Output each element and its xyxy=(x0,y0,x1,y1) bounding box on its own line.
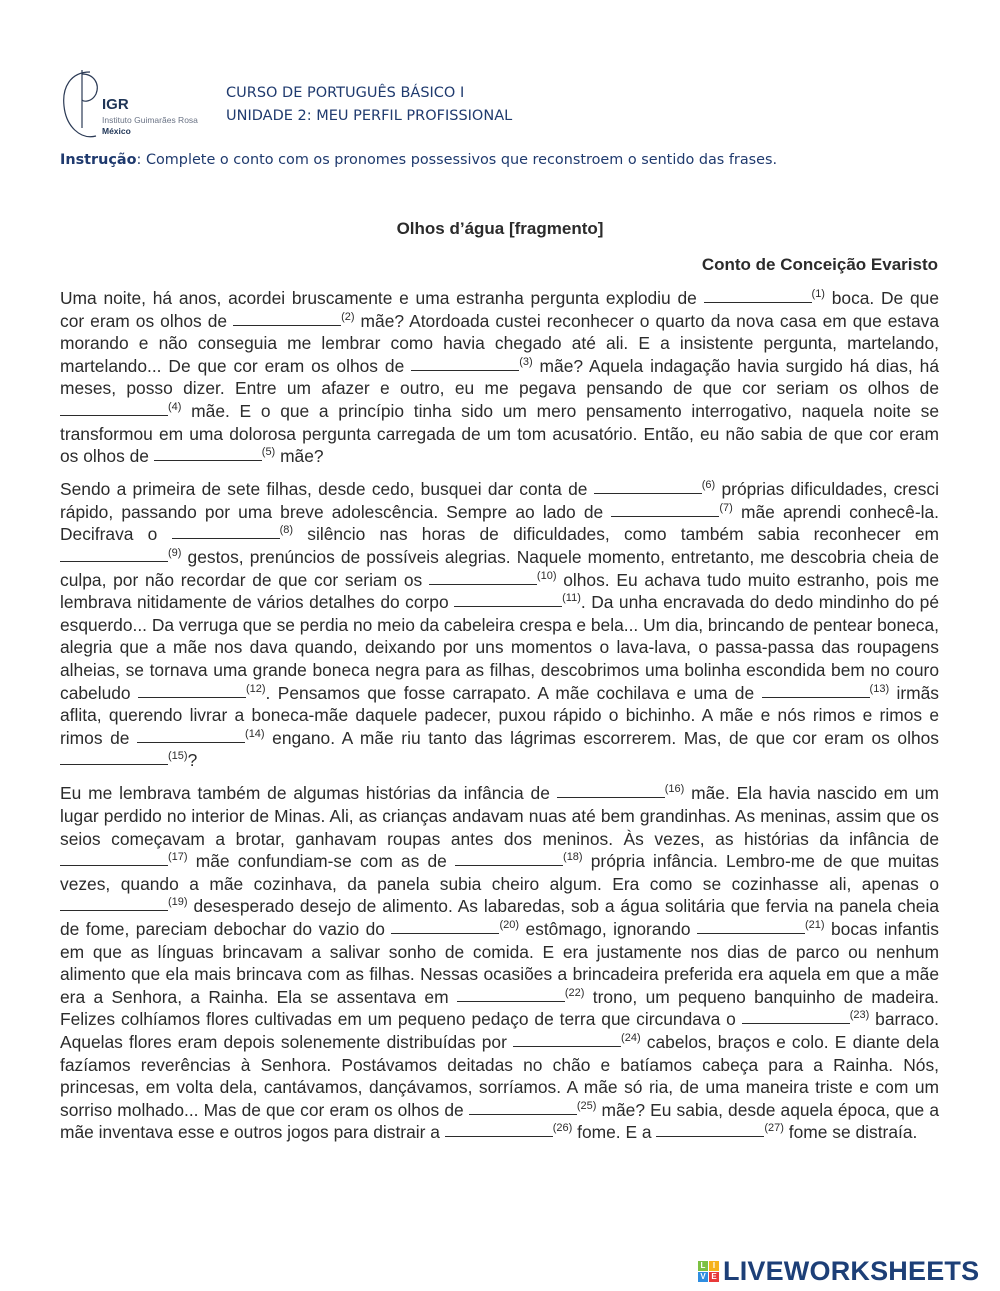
story-author: Conto de Conceição Evaristo xyxy=(701,255,938,274)
blank-number: (13) xyxy=(869,682,890,695)
course-title: CURSO DE PORTUGUÊS BÁSICO I xyxy=(226,85,465,101)
instruction-label: Instrução xyxy=(60,152,137,168)
story-text-segment: fome. E a xyxy=(572,1122,657,1143)
story-text-segment: ? xyxy=(187,750,198,771)
answer-blank[interactable] xyxy=(154,445,262,461)
blank-number: (21) xyxy=(804,919,825,932)
answer-blank[interactable] xyxy=(137,727,245,743)
story-text-segment: irmãs aflita, querendo livrar a boneca-mãe daquele padecer, puxou rápido o bichinho. A mãe e nós rimos e rimos e rimos de xyxy=(60,682,940,748)
unit-title: UNIDADE 2: MEU PERFIL PROFISSIONAL xyxy=(226,108,513,124)
story-text-segment: gestos, prenúncios de possíveis alegrias. Naquele momento, entretanto, me descobria cheia de culpa, por não recordar de que cor seriam os xyxy=(60,547,939,590)
instruction xyxy=(60,152,777,168)
logo-country: México xyxy=(102,126,131,136)
story-text-segment: mãe. Ela havia nascido em um lugar perdido no interior de Minas. Ali, as crianças andavam nuas até bem grandinhas. As meninas, assim que os seios começavam a brotar, ganhavam roupas antes dos meninos. Às vezes, as histórias da infância de xyxy=(60,783,939,849)
answer-blank[interactable] xyxy=(60,850,168,866)
answer-blank[interactable] xyxy=(60,400,168,416)
story-text-segment: próprias dificuldades, cresci rápido, passando por uma breve adolescência. Sempre ao lado de xyxy=(60,479,939,522)
blank-number: (12) xyxy=(245,682,266,695)
blank-number: (1) xyxy=(811,288,825,300)
answer-blank[interactable] xyxy=(469,1099,577,1115)
answer-blank[interactable] xyxy=(455,850,563,866)
live-cube: E xyxy=(709,1272,719,1282)
blank-number: (15) xyxy=(168,750,188,763)
blank-number: (4) xyxy=(168,400,182,413)
blank-number: (20) xyxy=(499,919,520,932)
logo-institute: Instituto Guimarães Rosa xyxy=(102,115,198,125)
blank-number: (27) xyxy=(764,1122,784,1135)
blank-number: (24) xyxy=(621,1032,641,1044)
answer-blank[interactable] xyxy=(391,918,499,934)
blank-number: (6) xyxy=(701,479,716,492)
story-text-segment: silêncio nas horas de dificuldades, como também sabia reconhecer em xyxy=(293,524,939,545)
story-paragraph xyxy=(60,782,939,1144)
instruction-text: : Complete o conto com os pronomes possessivos que reconstroem o sentido das frases. xyxy=(136,152,778,168)
blank-number: (26) xyxy=(552,1122,573,1135)
live-cube: V xyxy=(698,1272,708,1282)
story-text-segment: mãe? Eu sabia, desde aquela época, que a mãe inventava esse e outros jogos para distrair a xyxy=(60,1099,940,1143)
answer-blank[interactable] xyxy=(457,986,565,1002)
blank-number: (14) xyxy=(245,727,265,740)
story-text-segment: Uma noite, há anos, acordei bruscamente e uma estranha pergunta explodiu de xyxy=(60,288,704,308)
igr-logo xyxy=(60,66,200,146)
answer-blank[interactable] xyxy=(454,591,562,607)
blank-number: (16) xyxy=(664,783,685,796)
answer-blank[interactable] xyxy=(656,1121,764,1137)
story-paragraph xyxy=(60,478,939,772)
blank-number: (11) xyxy=(562,592,581,605)
brand-name: LIVEWORKSHEETS xyxy=(723,1256,980,1286)
answer-blank[interactable] xyxy=(411,355,519,371)
blank-number: (3) xyxy=(519,355,533,368)
answer-blank[interactable] xyxy=(594,478,702,494)
story-text-segment: mãe? xyxy=(275,446,324,467)
answer-blank[interactable] xyxy=(445,1121,553,1137)
story-text-segment: fome se distraía. xyxy=(783,1122,918,1143)
story-text xyxy=(60,287,939,1154)
blank-number: (18) xyxy=(563,851,583,864)
igr-logo-mark-icon xyxy=(60,66,100,146)
answer-blank[interactable] xyxy=(697,918,805,934)
answer-blank[interactable] xyxy=(704,287,812,303)
live-cube: L xyxy=(698,1261,708,1271)
blank-number: (8) xyxy=(279,524,294,537)
blank-number: (9) xyxy=(168,547,182,560)
blank-number: (23) xyxy=(849,1009,870,1022)
answer-blank[interactable] xyxy=(742,1008,850,1024)
answer-blank[interactable] xyxy=(429,569,537,585)
answer-blank[interactable] xyxy=(611,501,719,517)
story-text-segment: olhos. Eu achava tudo muito estranho, pois me lembrava nitidamente de vários detalhes do corpo xyxy=(60,569,939,613)
story-text-segment: barraco. Aquelas flores eram depois solenemente distribuídas por xyxy=(60,1009,939,1052)
story-text-segment: mãe? Aquela indagação havia surgido há dias, há meses, posso dizer. Entre um afazer e outro, eu me pegava pensando de que cor seriam os olhos de xyxy=(60,355,939,399)
story-text-segment: estômago, ignorando xyxy=(519,919,697,940)
story-text-segment: Eu me lembrava também de algumas histórias da infância de xyxy=(60,783,557,804)
story-text-segment: desesperado desejo de alimento. As labaredas, sob a água solitária que fervia na panela cheia de fome, pareciam debochar do vazio do xyxy=(60,896,939,940)
story-text-segment: . Pensamos que fosse carrapato. A mãe cochilava e uma de xyxy=(265,682,762,703)
answer-blank[interactable] xyxy=(60,749,168,765)
answer-blank[interactable] xyxy=(233,310,341,326)
blank-number: (7) xyxy=(719,501,733,514)
answer-blank[interactable] xyxy=(60,546,168,562)
story-text-segment: cabelos, braços e colo. E diante dela fazíamos reverências à Senhora. Postávamos deitadas no chão e batíamos cabeça para a Rainha. Nós, princesas, em volta dela, cantávamos, dançávamos, sorríamos. A mãe só ria, de uma maneira triste e com um sorriso molhado... Mas de que cor eram os olhos de xyxy=(60,1032,939,1120)
course-heading xyxy=(226,82,512,128)
story-text-segment: bocas infantis em que as línguas brincavam a salivar sonho de comida. E era justamente nos dias de parco ou nenhum alimento que ela mais brincava com as filhas. Nessas ocasiões a brincadeira preferida era aquela em que a mãe era a Senhora, a Rainha. Ela se assentava em xyxy=(60,919,939,1007)
story-text-segment: boca. De que cor eram os olhos de xyxy=(60,288,939,331)
blank-number: (5) xyxy=(261,446,276,459)
blank-number: (2) xyxy=(341,310,355,323)
story-paragraph xyxy=(60,287,939,468)
answer-blank[interactable] xyxy=(557,782,665,798)
blank-number: (10) xyxy=(536,569,557,582)
blank-number: (25) xyxy=(576,1099,597,1112)
story-text-segment: engano. A mãe riu tanto das lágrimas escorrerem. Mas, de que cor eram os olhos xyxy=(264,727,940,748)
live-cube: I xyxy=(709,1261,719,1271)
answer-blank[interactable] xyxy=(513,1031,621,1047)
live-cubes-icon xyxy=(698,1261,719,1282)
story-text-segment: mãe aprendi conhecê-la. Decifrava o xyxy=(60,501,940,545)
story-text-segment: Sendo a primeira de sete filhas, desde cedo, busquei dar conta de xyxy=(60,479,594,500)
logo-abbr: IGR xyxy=(102,96,129,113)
blank-number: (19) xyxy=(168,896,188,909)
liveworksheets-logo xyxy=(698,1256,979,1287)
story-text-segment: mãe? Atordoada custei reconhecer o quarto da nova casa em que estava morando e não conseguia me lembrar como havia chegado até ali. E a insistente pergunta, martelando, martelando... De que cor eram os olhos de xyxy=(60,310,939,376)
answer-blank[interactable] xyxy=(762,682,870,698)
answer-blank[interactable] xyxy=(138,682,246,698)
story-text-segment: . Da unha encravada do dedo mindinho do pé esquerdo... Da verruga que se perdia no meio da cabeleira crespa e bela... Um dia, brincando de pentear boneca, alegria que a mãe nos dava quando, deixando por uns momentos o lava-lava, o passa-passa das roupagens alheias, se tornava uma grande boneca negra para as filhas, descobrimos uma bolinha escondida bem no couro cabeludo xyxy=(60,592,939,703)
answer-blank[interactable] xyxy=(60,895,168,911)
answer-blank[interactable] xyxy=(172,523,280,539)
story-text-segment: mãe confundiam-se com as de xyxy=(187,851,456,872)
story-text-segment: mãe. E o que a princípio tinha sido um mero pensamento interrogativo, naquela noite se transformou em uma dolorosa pergunta carregada de um tom acusatório. Então, eu não sabia de que cor eram os olhos de xyxy=(60,400,939,467)
blank-number: (17) xyxy=(168,851,188,864)
blank-number: (22) xyxy=(564,986,585,999)
story-text-segment: própria infância. Lembro-me de que muitas vezes, quando a mãe cozinhava, da panela subia cheiro algum. Era como se cozinhasse ali, apenas o xyxy=(60,851,939,894)
story-title: Olhos d’água [fragmento] xyxy=(396,219,604,238)
story-text-segment: trono, um pequeno banquinho de madeira. Felizes colhíamos flores cultivadas em um pequeno pedaço de terra que circundava o xyxy=(60,986,939,1030)
